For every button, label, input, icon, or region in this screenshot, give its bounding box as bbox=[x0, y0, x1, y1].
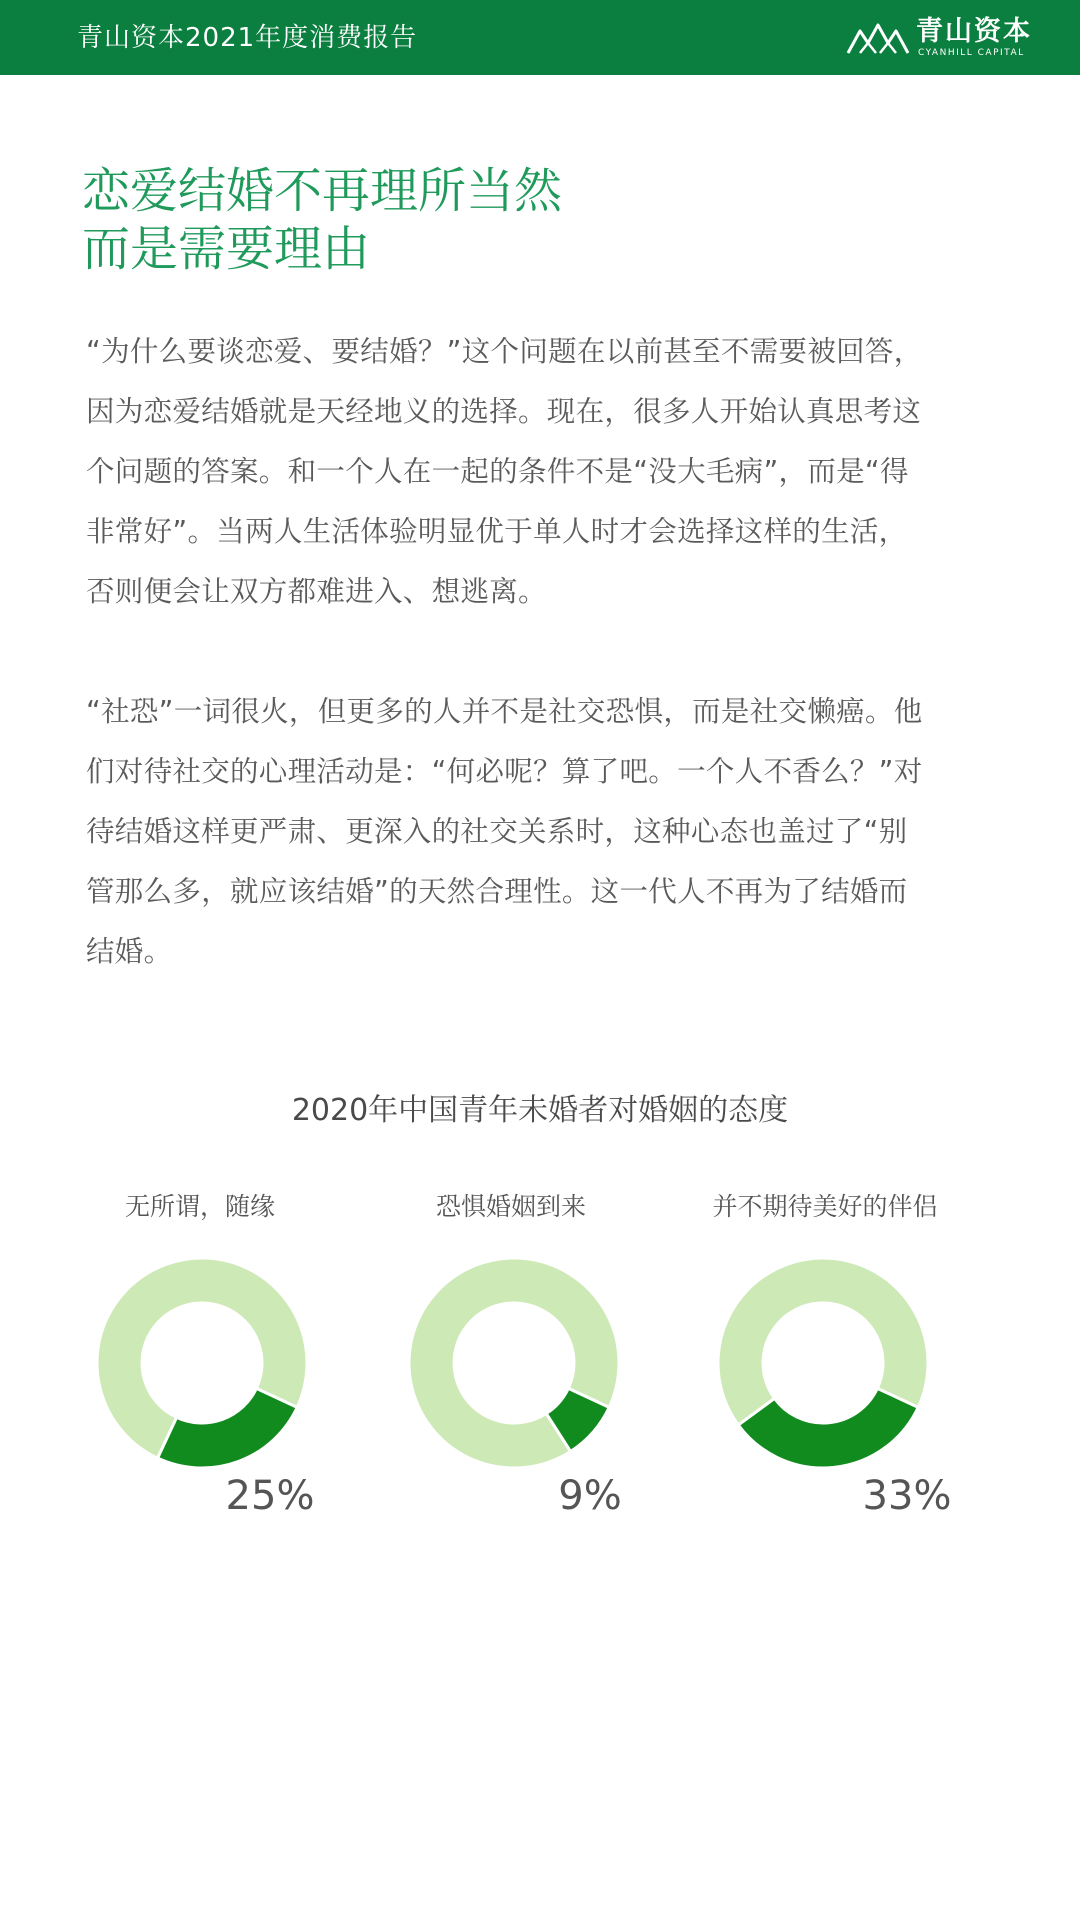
logo-chinese-name: 青山资本 bbox=[916, 16, 1032, 47]
section-headline bbox=[82, 162, 562, 278]
paragraph-2-line: 待结婚这样更严肃、更深入的社交关系时，这种心态也盖过了“别 bbox=[86, 815, 908, 848]
paragraph-2-line: “社恐”一词很火，但更多的人并不是社交恐惧，而是社交懒癌。他 bbox=[86, 695, 923, 728]
donut-percent-1: 25% bbox=[225, 1473, 315, 1519]
headline-line-2: 而是需要理由 bbox=[82, 221, 371, 277]
report-title: 青山资本2021年度消费报告 bbox=[77, 23, 418, 53]
paragraph-2 bbox=[86, 682, 1006, 982]
paragraph-2-line: 们对待社交的心理活动是：“何必呢？算了吧。一个人不香么？”对 bbox=[86, 755, 923, 788]
donut-value-slice bbox=[158, 1388, 298, 1468]
donut-label-1: 无所谓，随缘 bbox=[124, 1192, 275, 1221]
donut-percent-3: 33% bbox=[862, 1473, 952, 1519]
donut-chart-3 bbox=[716, 1256, 930, 1470]
paragraph-1-line: “为什么要谈恋爱、要结婚？”这个问题在以前甚至不需要被回答， bbox=[86, 335, 923, 368]
paragraph-1-line: 非常好”。当两人生活体验明显优于单人时才会选择这样的生活， bbox=[86, 515, 908, 548]
cyanhill-logo bbox=[846, 16, 1032, 59]
paragraph-2-line: 结婚。 bbox=[86, 935, 173, 968]
logo-english-name: CYANHILL CAPITAL bbox=[918, 48, 1025, 58]
donut-percent-2: 9% bbox=[558, 1473, 622, 1519]
paragraph-1-line: 个问题的答案。和一个人在一起的条件不是“没大毛病”，而是“得 bbox=[86, 455, 909, 488]
donut-label-2: 恐惧婚姻到来 bbox=[435, 1192, 586, 1221]
mountain-logo-icon bbox=[846, 21, 910, 55]
headline-line-1: 恋爱结婚不再理所当然 bbox=[82, 163, 563, 219]
paragraph-1-line: 否则便会让双方都难进入、想逃离。 bbox=[86, 575, 547, 608]
chart-title: 2020年中国青年未婚者对婚姻的态度 bbox=[291, 1093, 789, 1128]
donut-chart-2 bbox=[407, 1256, 621, 1470]
donut-chart-1 bbox=[95, 1256, 309, 1470]
paragraph-1-line: 因为恋爱结婚就是天经地义的选择。现在，很多人开始认真思考这 bbox=[86, 395, 922, 428]
paragraph-2-line: 管那么多，就应该结婚”的天然合理性。这一代人不再为了结婚而 bbox=[86, 875, 908, 908]
donut-label-3: 并不期待美好的伴侣 bbox=[712, 1192, 938, 1221]
paragraph-1 bbox=[86, 322, 1006, 622]
report-header bbox=[0, 0, 1080, 75]
